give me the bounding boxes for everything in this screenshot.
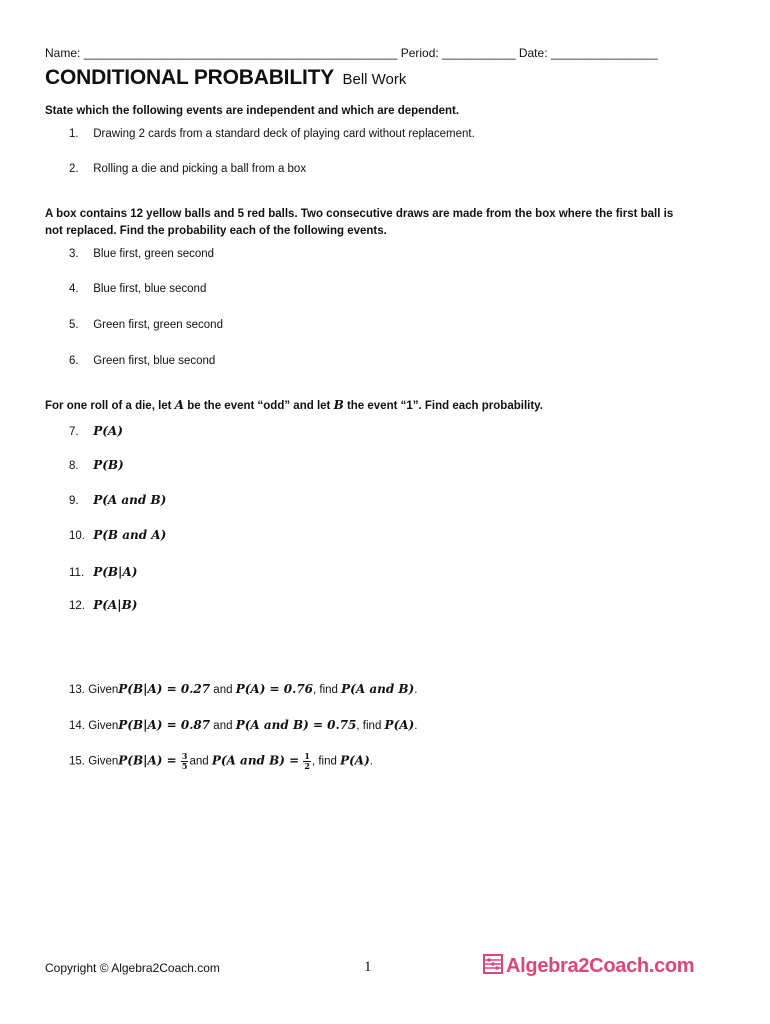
expression-1: P(B|A) = 0.87 <box>118 718 211 732</box>
section2-instruction <box>45 206 673 240</box>
question-number: 3. <box>69 248 79 260</box>
section3-text-b: be the event “odd” and let <box>187 400 331 412</box>
variable-a: A <box>174 398 185 412</box>
question-number: 12. <box>69 600 85 612</box>
name-label: Name: <box>45 46 81 60</box>
find-text: , find <box>311 755 337 768</box>
question-7 <box>69 424 123 438</box>
fraction-numerator: 3 <box>181 751 188 761</box>
find-text: , find <box>313 684 338 696</box>
question-number: 13. <box>69 684 85 696</box>
question-number: 6. <box>69 355 79 367</box>
title-main: CONDITIONAL PROBABILITY <box>45 66 335 89</box>
brand-text: Algebra2Coach.com <box>506 955 695 977</box>
question-expression: P(B and A) <box>93 528 167 542</box>
question-1 <box>69 128 475 140</box>
expression-1: P(B|A) = 0.27 <box>118 682 211 696</box>
expression-1: P(B|A) = <box>118 753 177 768</box>
question-number: 4. <box>69 283 79 295</box>
question-11 <box>69 565 137 579</box>
question-2 <box>69 163 306 175</box>
and-text: and <box>213 720 233 732</box>
question-9 <box>69 493 166 507</box>
copyright-text: Copyright © Algebra2Coach.com <box>45 961 220 975</box>
question-number: 10. <box>69 530 85 542</box>
page-title <box>45 66 406 90</box>
find-text: , find <box>356 720 382 732</box>
question-number: 14. <box>69 720 85 732</box>
question-13 <box>69 682 417 696</box>
question-12 <box>69 598 137 612</box>
given-text: Given <box>88 720 119 732</box>
question-number: 1. <box>69 128 79 140</box>
question-expression: P(A) <box>93 424 123 438</box>
question-3 <box>69 248 214 260</box>
period-label: Period: <box>400 46 439 60</box>
section3-instruction <box>45 397 543 415</box>
section1-instruction: State which the following events are independent and which are dependent. <box>45 105 460 117</box>
and-text: and <box>213 684 233 696</box>
fraction-numerator: 1 <box>304 751 310 761</box>
title-sub: Bell Work <box>342 71 407 88</box>
question-text: Green first, blue second <box>93 355 216 367</box>
expression-3: P(A) <box>384 718 415 732</box>
question-number: 5. <box>69 319 79 331</box>
date-blank[interactable]: ________________ <box>550 46 658 60</box>
question-number: 2. <box>69 163 79 175</box>
question-number: 11. <box>69 567 85 579</box>
question-5 <box>69 319 223 331</box>
expression-2: P(A and B) = <box>211 753 300 768</box>
question-text: Rolling a die and picking a ball from a box <box>93 163 307 175</box>
date-label: Date: <box>518 46 548 60</box>
given-text: Given <box>88 755 119 768</box>
brand-logo[interactable] <box>483 954 694 979</box>
end-punct: . <box>369 755 373 768</box>
fraction-denominator: 2 <box>304 761 310 771</box>
question-10 <box>69 528 166 542</box>
given-text: Given <box>88 684 119 696</box>
section2-instruction-line2: not replaced. Find the probability each of the following events. <box>45 225 387 237</box>
fraction-1 <box>181 752 189 771</box>
section3-text-c: the event “1”. Find each probability. <box>346 400 543 412</box>
period-blank[interactable]: ___________ <box>442 46 516 60</box>
section2-instruction-line1: A box contains 12 yellow balls and 5 red balls. Two consecutive draws are made from the box where the first ball is <box>45 208 674 220</box>
end-punct: . <box>414 684 418 696</box>
expression-3: P(A) <box>340 753 370 768</box>
abacus-icon <box>483 954 503 979</box>
expression-2: P(A and B) = 0.75 <box>235 718 357 732</box>
question-number: 15. <box>69 755 85 768</box>
question-text: Blue first, blue second <box>93 283 207 295</box>
question-expression: P(B|A) <box>93 565 138 579</box>
page-number: 1 <box>364 959 372 975</box>
name-blank[interactable]: _______________________________________________ <box>83 46 398 60</box>
header-line <box>45 46 658 60</box>
question-4 <box>69 283 206 295</box>
variable-b: B <box>333 398 344 412</box>
question-expression: P(B) <box>93 458 124 472</box>
question-6 <box>69 355 215 367</box>
question-15 <box>69 752 373 771</box>
fraction-2 <box>303 752 311 771</box>
end-punct: . <box>414 720 418 732</box>
and-text: and <box>189 755 209 768</box>
question-expression: P(A and B) <box>93 493 167 507</box>
expression-2: P(A) = 0.76 <box>235 682 314 696</box>
question-expression: P(A|B) <box>93 598 138 612</box>
question-text: Drawing 2 cards from a standard deck of playing card without replacement. <box>93 128 475 140</box>
question-14 <box>69 718 417 732</box>
section3-text-a: For one roll of a die, let <box>45 400 172 412</box>
question-text: Blue first, green second <box>93 248 215 260</box>
question-number: 8. <box>69 460 79 472</box>
question-text: Green first, green second <box>93 319 223 331</box>
fraction-denominator: 5 <box>181 761 188 771</box>
question-number: 7. <box>69 426 79 438</box>
expression-3: P(A and B) <box>341 682 415 696</box>
question-8 <box>69 458 124 472</box>
question-number: 9. <box>69 495 79 507</box>
